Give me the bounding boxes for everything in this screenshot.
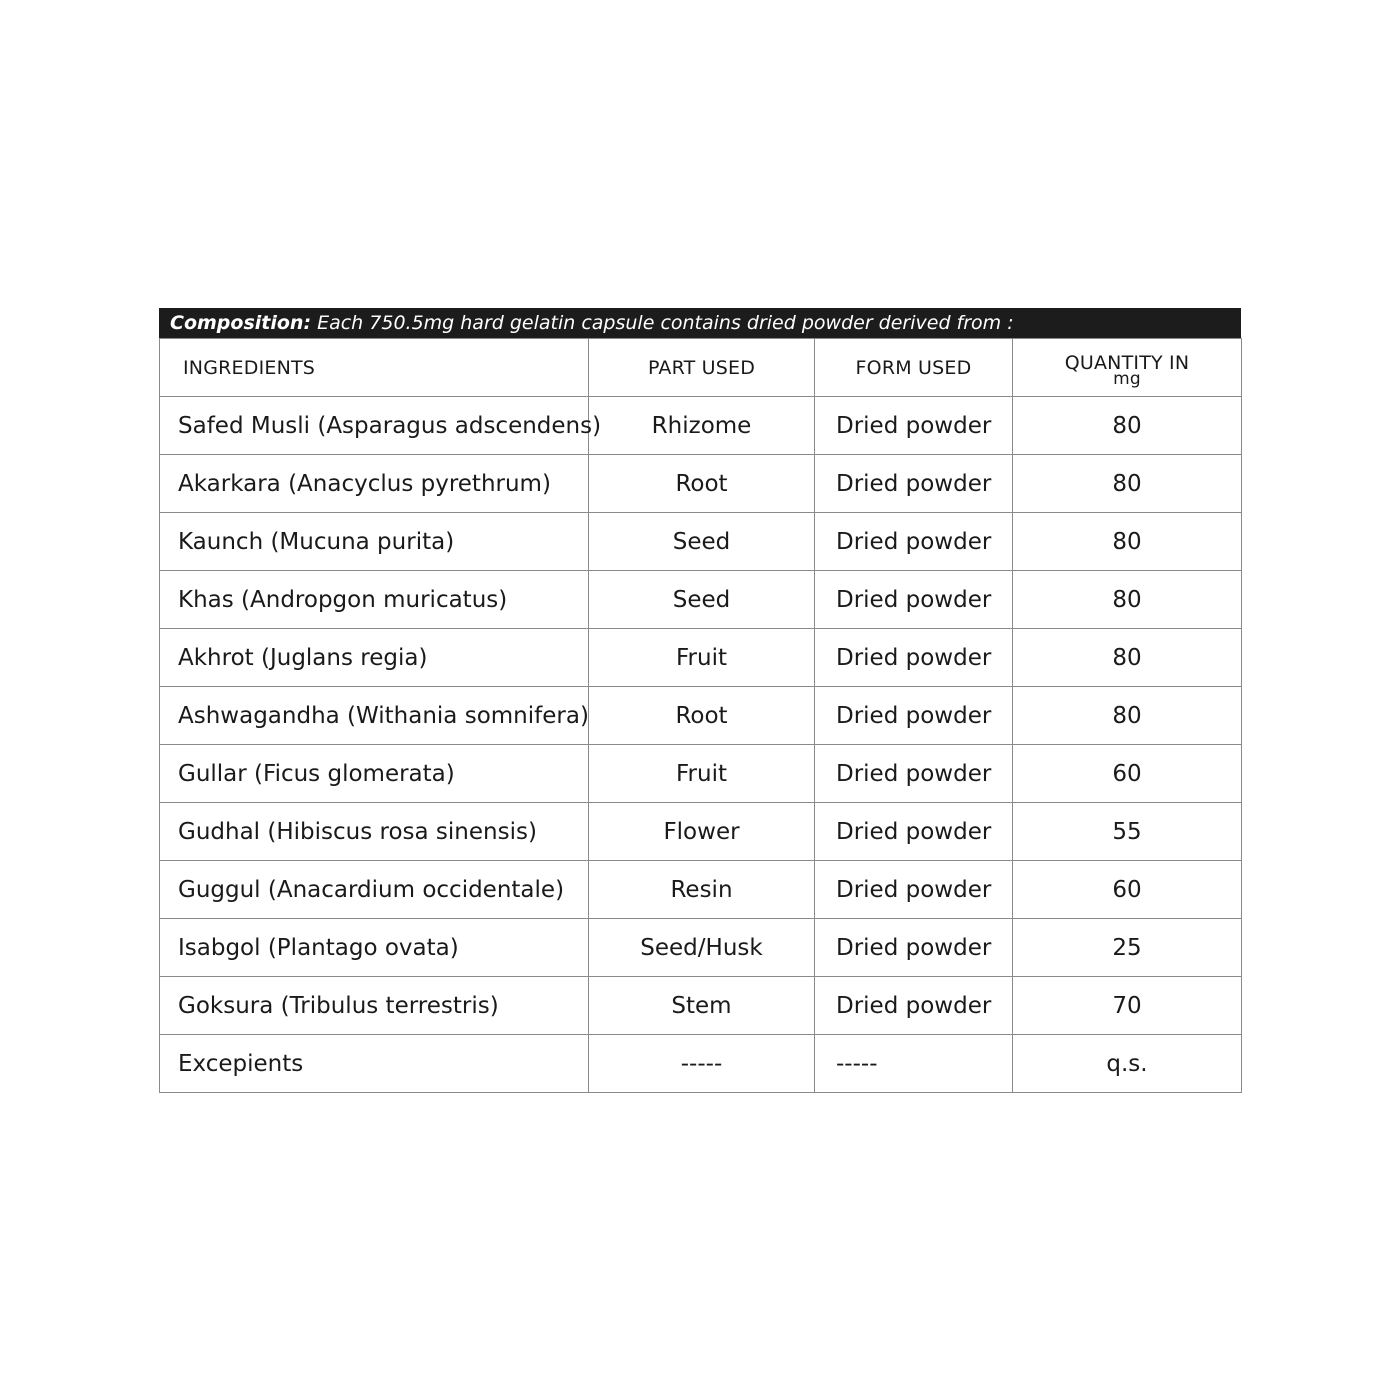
part-used-cell: ----- xyxy=(589,1035,815,1093)
ingredient-cell: Goksura (Tribulus terrestris) xyxy=(160,977,589,1035)
composition-panel xyxy=(159,308,1241,1093)
form-used-cell: Dried powder xyxy=(815,455,1013,513)
quantity-cell: 80 xyxy=(1013,571,1242,629)
table-row xyxy=(160,919,1242,977)
quantity-cell: q.s. xyxy=(1013,1035,1242,1093)
header-quantity xyxy=(1013,339,1242,397)
quantity-cell: 80 xyxy=(1013,687,1242,745)
ingredient-cell: Excepients xyxy=(160,1035,589,1093)
table-row xyxy=(160,397,1242,455)
part-used-cell: Stem xyxy=(589,977,815,1035)
header-ingredients: INGREDIENTS xyxy=(160,339,589,397)
form-used-cell: Dried powder xyxy=(815,919,1013,977)
form-used-cell: Dried powder xyxy=(815,745,1013,803)
ingredient-cell: Safed Musli (Asparagus adscendens) xyxy=(160,397,589,455)
part-used-cell: Flower xyxy=(589,803,815,861)
part-used-cell: Root xyxy=(589,455,815,513)
part-used-cell: Rhizome xyxy=(589,397,815,455)
composition-text: Each 750.5mg hard gelatin capsule contains dried powder derived from : xyxy=(311,312,1014,334)
composition-banner xyxy=(159,308,1241,338)
header-quantity-unit: mg xyxy=(1113,368,1141,389)
ingredient-cell: Akhrot (Juglans regia) xyxy=(160,629,589,687)
table-row xyxy=(160,977,1242,1035)
form-used-cell: Dried powder xyxy=(815,629,1013,687)
table-row xyxy=(160,1035,1242,1093)
quantity-cell: 60 xyxy=(1013,861,1242,919)
table-row xyxy=(160,455,1242,513)
part-used-cell: Fruit xyxy=(589,629,815,687)
table-row xyxy=(160,861,1242,919)
table-row xyxy=(160,629,1242,687)
table-row xyxy=(160,687,1242,745)
ingredient-cell: Isabgol (Plantago ovata) xyxy=(160,919,589,977)
header-part-used: PART USED xyxy=(589,339,815,397)
header-quantity-label: QUANTITY IN xyxy=(1064,351,1190,374)
table-row xyxy=(160,513,1242,571)
quantity-cell: 80 xyxy=(1013,455,1242,513)
quantity-cell: 25 xyxy=(1013,919,1242,977)
ingredient-cell: Kaunch (Mucuna purita) xyxy=(160,513,589,571)
part-used-cell: Seed xyxy=(589,513,815,571)
ingredient-cell: Guggul (Anacardium occidentale) xyxy=(160,861,589,919)
form-used-cell: Dried powder xyxy=(815,803,1013,861)
table-row xyxy=(160,571,1242,629)
part-used-cell: Fruit xyxy=(589,745,815,803)
ingredient-cell: Khas (Andropgon muricatus) xyxy=(160,571,589,629)
part-used-cell: Seed/Husk xyxy=(589,919,815,977)
composition-label: Composition: xyxy=(170,312,312,334)
form-used-cell: Dried powder xyxy=(815,687,1013,745)
quantity-cell: 60 xyxy=(1013,745,1242,803)
table-header-row xyxy=(160,339,1242,397)
part-used-cell: Root xyxy=(589,687,815,745)
ingredient-cell: Gullar (Ficus glomerata) xyxy=(160,745,589,803)
ingredient-cell: Gudhal (Hibiscus rosa sinensis) xyxy=(160,803,589,861)
ingredient-cell: Akarkara (Anacyclus pyrethrum) xyxy=(160,455,589,513)
form-used-cell: Dried powder xyxy=(815,397,1013,455)
table-row xyxy=(160,745,1242,803)
quantity-cell: 70 xyxy=(1013,977,1242,1035)
quantity-cell: 80 xyxy=(1013,629,1242,687)
header-form-used: FORM USED xyxy=(815,339,1013,397)
form-used-cell: ----- xyxy=(815,1035,1013,1093)
quantity-cell: 55 xyxy=(1013,803,1242,861)
form-used-cell: Dried powder xyxy=(815,513,1013,571)
form-used-cell: Dried powder xyxy=(815,571,1013,629)
quantity-cell: 80 xyxy=(1013,397,1242,455)
table-row xyxy=(160,803,1242,861)
form-used-cell: Dried powder xyxy=(815,977,1013,1035)
ingredient-cell: Ashwagandha (Withania somnifera) xyxy=(160,687,589,745)
ingredient-rows xyxy=(160,397,1242,1093)
quantity-cell: 80 xyxy=(1013,513,1242,571)
form-used-cell: Dried powder xyxy=(815,861,1013,919)
part-used-cell: Seed xyxy=(589,571,815,629)
part-used-cell: Resin xyxy=(589,861,815,919)
ingredients-table xyxy=(159,338,1242,1093)
